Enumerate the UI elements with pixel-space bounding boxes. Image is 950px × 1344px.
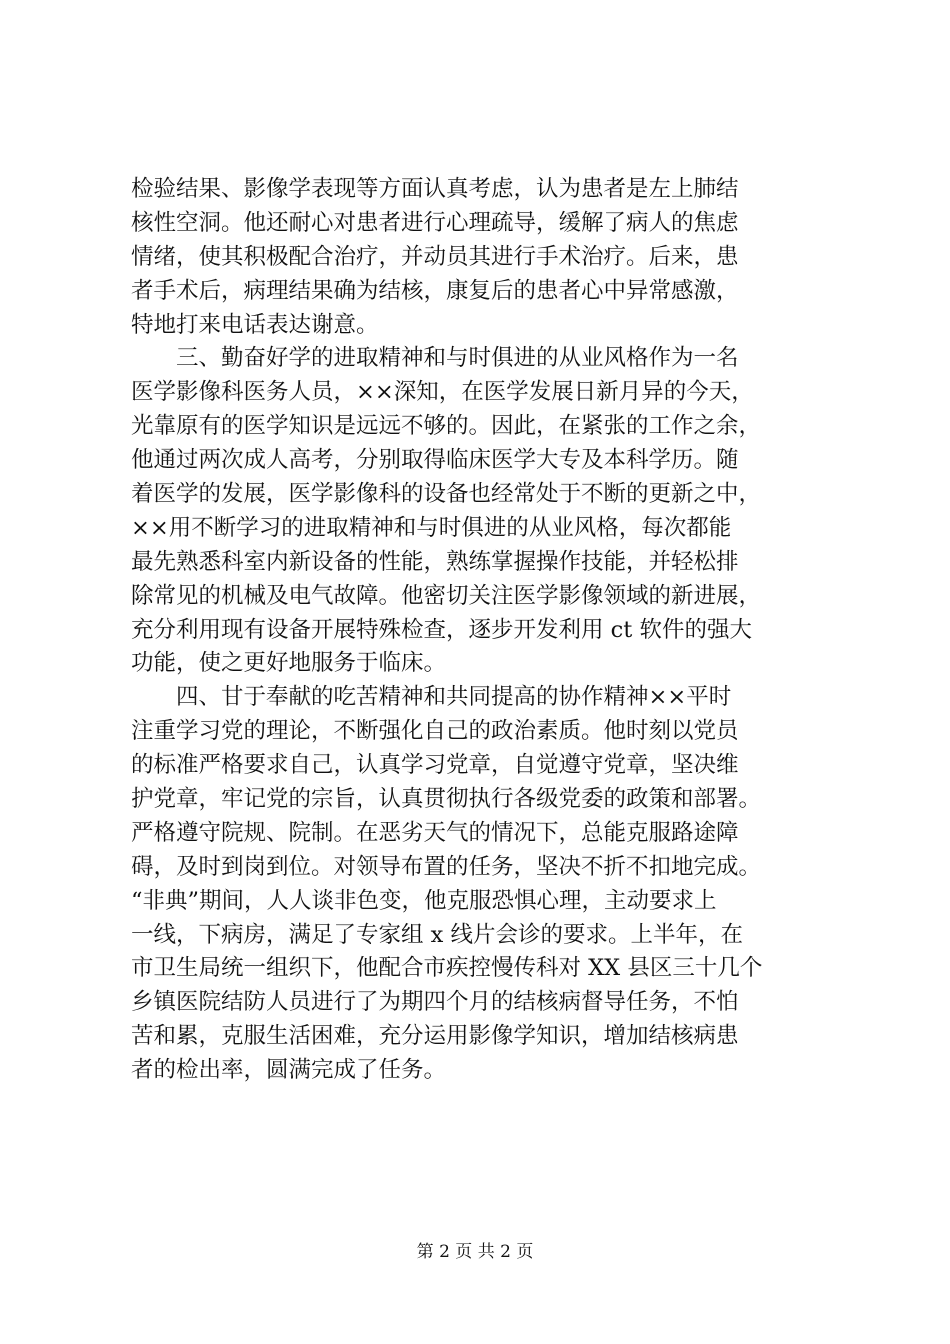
text-line: 医学影像科医务人员，××深知，在医学发展日新月异的今天，: [131, 379, 754, 406]
page-footer: [0, 1241, 950, 1263]
text-line: 苦和累，克服生活困难，充分运用影像学知识，增加结核病患: [131, 1023, 739, 1050]
text-line: 检验结果、影像学表现等方面认真考虑，认为患者是左上肺结: [131, 176, 739, 202]
text-line: 碍，及时到岗到位。对领导布置的任务，坚决不折不扣地完成。: [131, 853, 762, 880]
text-line: 功能，使之更好地服务于临床。: [131, 650, 447, 677]
text-line: 情绪，使其积极配合治疗，并动员其进行手术治疗。后来，患: [131, 243, 739, 270]
text-line: 严格遵守院规、院制。在恶劣天气的情况下，总能克服路途障: [131, 819, 739, 846]
text-line: 充分利用现有设备开展特殊检查，逐步开发利用 ct 软件的强大: [131, 616, 752, 643]
text-line: 光靠原有的医学知识是远远不够的。因此，在紧张的工作之余，: [131, 413, 762, 440]
text-line: 着医学的发展，医学影像科的设备也经常处于不断的更新之中，: [131, 481, 762, 508]
text-line: 核性空洞。他还耐心对患者进行心理疏导，缓解了病人的焦虑: [131, 209, 739, 236]
text-line: 的标准严格要求自己，认真学习党章，自觉遵守党章，坚决维: [131, 752, 739, 779]
text-line: 四、甘于奉献的吃苦精神和共同提高的协作精神××平时: [131, 684, 732, 711]
text-line: 者的检出率，圆满完成了任务。: [131, 1057, 447, 1084]
document-body: [131, 173, 831, 1088]
text-line: 他通过两次成人高考，分别取得临床医学大专及本科学历。随: [131, 447, 739, 474]
text-line: 注重学习党的理论，不断强化自己的政治素质。他时刻以党员: [131, 718, 739, 745]
text-line: 乡镇医院结防人员进行了为期四个月的结核病督导任务，不怕: [131, 989, 739, 1016]
text-line: 三、勤奋好学的进取精神和与时俱进的从业风格作为一名: [131, 345, 739, 372]
text-line: “非典”期间，人人谈非色变，他克服恐惧心理，主动要求上: [131, 887, 717, 914]
text-line: 护党章，牢记党的宗旨，认真贯彻执行各级党委的政策和部署。: [131, 786, 762, 813]
text-line: 市卫生局统一组织下，他配合市疾控慢传科对 XX 县区三十几个: [131, 955, 763, 982]
page-number-label: 第 2 页 共 2 页: [416, 1242, 534, 1262]
text-line: 最先熟悉科室内新设备的性能，熟练掌握操作技能，并轻松排: [131, 548, 739, 575]
text-line: 特地打来电话表达谢意。: [131, 311, 379, 338]
text-line: ××用不断学习的进取精神和与时俱进的从业风格，每次都能: [131, 514, 732, 541]
text-line: 一线，下病房，满足了专家组 x 线片会诊的要求。上半年，在: [131, 921, 743, 948]
text-line: 除常见的机械及电气故障。他密切关注医学影像领域的新进展，: [131, 582, 762, 609]
text-line: 者手术后，病理结果确为结核，康复后的患者心中异常感激，: [131, 277, 739, 304]
